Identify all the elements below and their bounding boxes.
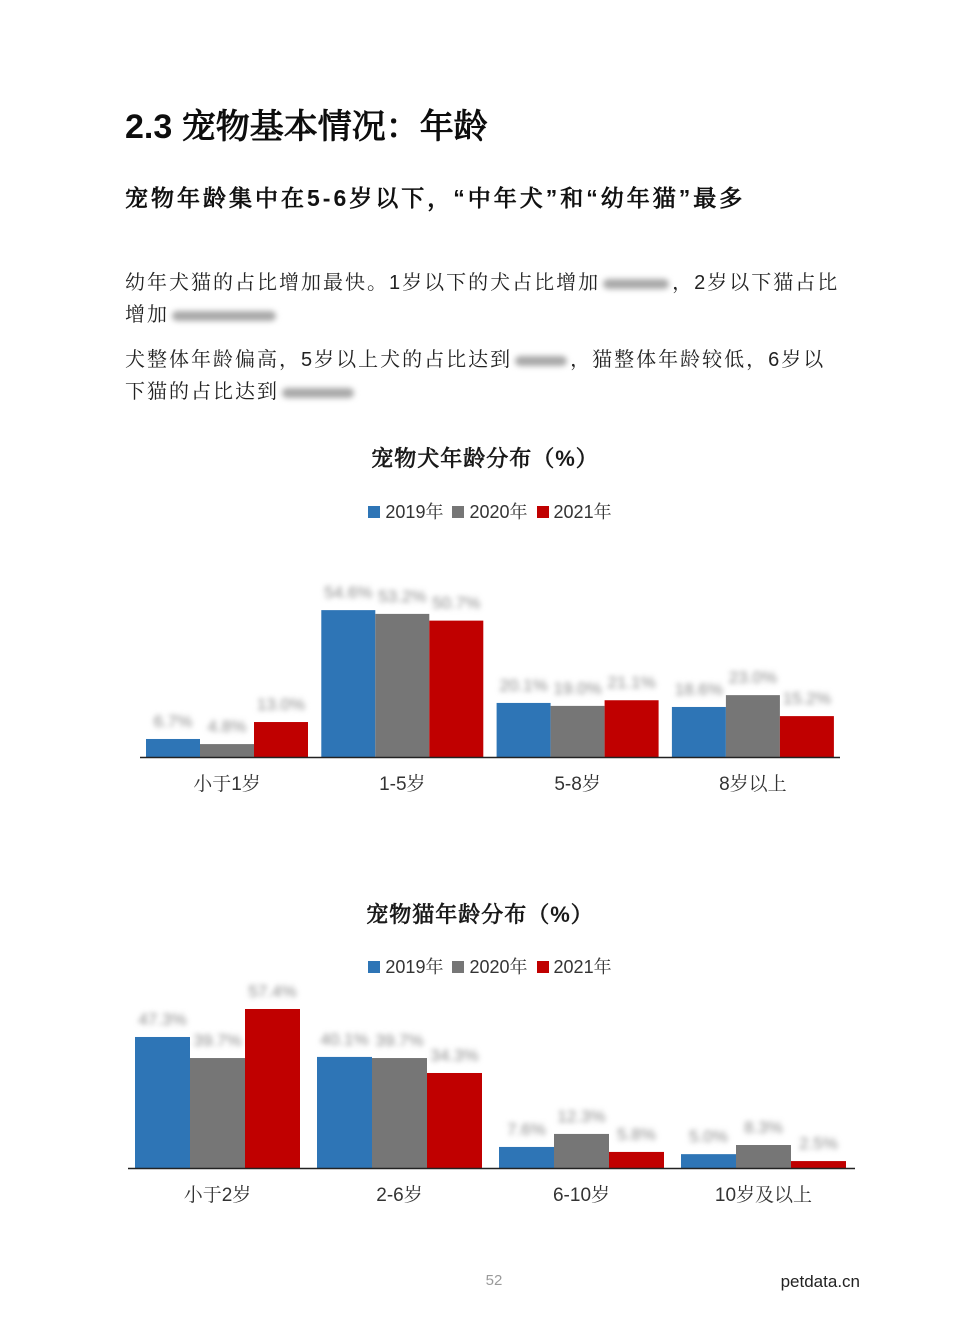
legend-item bbox=[537, 953, 612, 979]
data-label: 54.6% bbox=[324, 583, 373, 603]
paragraph-text: 增加 bbox=[125, 304, 169, 326]
data-label: 15.2% bbox=[782, 689, 832, 709]
paragraph-age-structure bbox=[125, 344, 865, 408]
bar-2021年-小于2岁 bbox=[245, 1009, 300, 1168]
legend-swatch bbox=[368, 961, 380, 973]
bar-2019年-2-6岁 bbox=[317, 1057, 372, 1168]
legend-item bbox=[537, 498, 612, 524]
legend-label: 2021年 bbox=[553, 502, 612, 522]
data-label: 5.8% bbox=[617, 1124, 656, 1144]
legend-label: 2019年 bbox=[385, 502, 444, 522]
paragraph-text: ，2岁以下猫占比 bbox=[672, 272, 840, 294]
data-label: 47.3% bbox=[138, 1009, 187, 1029]
bar-2019年-小于1岁 bbox=[146, 739, 200, 757]
data-label: 13.0% bbox=[256, 695, 306, 715]
bar-2021年-5-8岁 bbox=[605, 700, 659, 757]
data-label: 21.1% bbox=[607, 673, 656, 693]
data-label: 5.0% bbox=[689, 1127, 728, 1147]
legend-label: 2019年 bbox=[385, 957, 444, 977]
legend-item bbox=[452, 498, 527, 524]
bar-2021年-10岁及以上 bbox=[791, 1161, 846, 1168]
legend-swatch bbox=[452, 506, 464, 518]
legend-item bbox=[368, 498, 443, 524]
bar-2021年-6-10岁 bbox=[609, 1152, 664, 1168]
data-label: 53.2% bbox=[378, 586, 427, 606]
bar-2020年-小于2岁 bbox=[190, 1058, 245, 1168]
redacted-value bbox=[282, 388, 354, 398]
bar-2021年-1-5岁 bbox=[429, 621, 483, 757]
legend-swatch bbox=[452, 961, 464, 973]
legend-item bbox=[452, 953, 527, 979]
category-label: 小于1岁 bbox=[193, 774, 261, 795]
bar-2019年-8岁以上 bbox=[672, 707, 726, 757]
bar-2020年-5-8岁 bbox=[551, 706, 605, 757]
dog-age-bar-chart bbox=[0, 560, 980, 820]
legend-item bbox=[368, 953, 443, 979]
bar-2019年-5-8岁 bbox=[497, 703, 551, 757]
redacted-value bbox=[515, 356, 567, 366]
data-label: 8.3% bbox=[744, 1118, 783, 1138]
legend-label: 2020年 bbox=[469, 502, 528, 522]
paragraph-text: 下猫的占比达到 bbox=[125, 381, 279, 403]
dog-chart-legend bbox=[0, 498, 980, 524]
legend-label: 2020年 bbox=[469, 957, 528, 977]
data-label: 4.8% bbox=[207, 717, 247, 737]
legend-swatch bbox=[368, 506, 380, 518]
bar-2019年-6-10岁 bbox=[499, 1147, 554, 1168]
data-label: 39.7% bbox=[375, 1031, 424, 1051]
cat-age-bar-chart bbox=[0, 982, 980, 1220]
paragraph-text: 犬整体年龄偏高，5岁以上犬的占比达到 bbox=[125, 349, 513, 371]
category-label: 8岁以上 bbox=[719, 774, 787, 795]
bar-2019年-1-5岁 bbox=[321, 610, 375, 757]
bar-2020年-10岁及以上 bbox=[736, 1145, 791, 1168]
redacted-value bbox=[172, 311, 276, 321]
data-label: 18.6% bbox=[674, 679, 724, 699]
bar-2020年-8岁以上 bbox=[726, 695, 780, 757]
data-label: 6.7% bbox=[153, 711, 193, 731]
cat-chart-title: 宠物猫年龄分布（%） bbox=[366, 902, 594, 927]
category-label: 2-6岁 bbox=[376, 1185, 423, 1206]
site-name: petdata.cn bbox=[780, 1272, 860, 1291]
data-label: 34.3% bbox=[430, 1045, 479, 1065]
data-label: 57.4% bbox=[248, 982, 297, 1002]
paragraph-line bbox=[125, 267, 865, 299]
paragraph-line bbox=[125, 299, 865, 331]
category-label: 5-8岁 bbox=[554, 774, 601, 795]
paragraph-text: ，猫整体年龄较低，6岁以 bbox=[570, 349, 826, 371]
page-title: 2.3 宠物基本情况：年龄 bbox=[125, 108, 488, 146]
paragraph-young-pets bbox=[125, 267, 865, 331]
bar-2021年-小于1岁 bbox=[254, 722, 308, 757]
bar-2021年-2-6岁 bbox=[427, 1073, 482, 1168]
legend-swatch bbox=[537, 961, 549, 973]
data-label: 2.5% bbox=[799, 1134, 838, 1154]
data-label: 39.7% bbox=[193, 1031, 242, 1051]
cat-chart-legend bbox=[0, 953, 980, 979]
redacted-value bbox=[603, 279, 669, 289]
bar-2021年-8岁以上 bbox=[780, 716, 834, 757]
bar-2020年-2-6岁 bbox=[372, 1058, 427, 1168]
data-label: 20.1% bbox=[499, 675, 548, 695]
data-label: 19.0% bbox=[553, 678, 602, 698]
category-label: 10岁及以上 bbox=[714, 1185, 813, 1206]
data-label: 40.1% bbox=[320, 1029, 369, 1049]
page-number: 52 bbox=[485, 1272, 503, 1289]
paragraph-line bbox=[125, 376, 865, 408]
data-label: 23.0% bbox=[728, 668, 778, 688]
bar-2020年-6-10岁 bbox=[554, 1134, 609, 1168]
category-label: 6-10岁 bbox=[552, 1185, 611, 1206]
paragraph-text: 幼年犬猫的占比增加最快。1岁以下的犬占比增加 bbox=[125, 272, 601, 294]
data-label: 7.6% bbox=[507, 1119, 546, 1139]
category-label: 小于2岁 bbox=[183, 1185, 252, 1206]
category-label: 1-5岁 bbox=[379, 774, 426, 795]
legend-label: 2021年 bbox=[553, 957, 612, 977]
data-label: 50.7% bbox=[432, 593, 481, 613]
section-subtitle: 宠物年龄集中在5-6岁以下，“中年犬”和“幼年猫”最多 bbox=[125, 185, 746, 211]
legend-swatch bbox=[537, 506, 549, 518]
data-label: 12.3% bbox=[557, 1106, 606, 1126]
bar-2020年-1-5岁 bbox=[375, 614, 429, 757]
bar-2019年-10岁及以上 bbox=[681, 1154, 736, 1168]
bar-2019年-小于2岁 bbox=[135, 1037, 190, 1168]
bar-2020年-小于1岁 bbox=[200, 744, 254, 757]
dog-chart-title: 宠物犬年龄分布（%） bbox=[371, 446, 599, 471]
paragraph-line bbox=[125, 344, 865, 376]
